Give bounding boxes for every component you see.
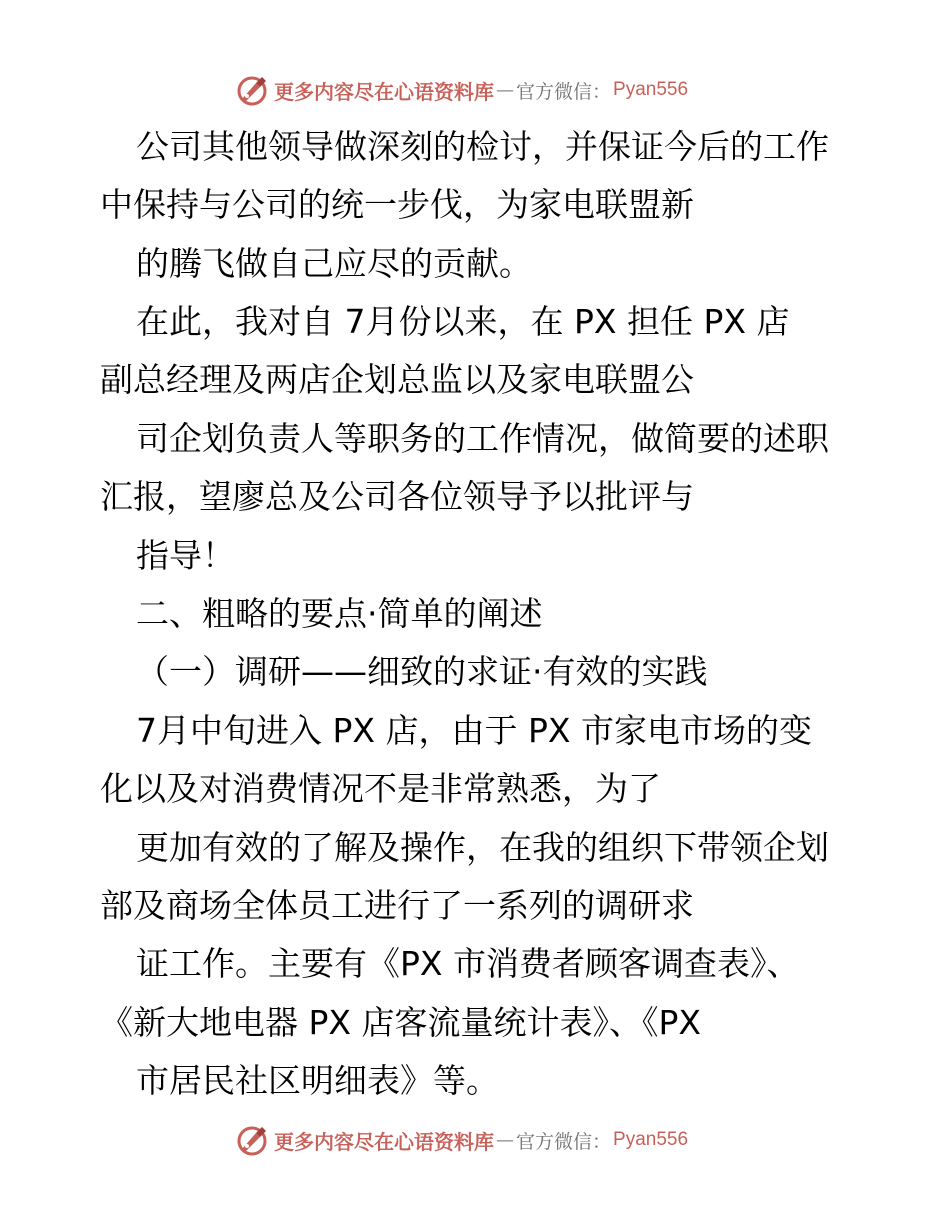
text-line: 市居民社区明细表》等。: [136, 1061, 499, 1100]
text-line: 副总经理及两店企划总监以及家电联盟公: [100, 360, 694, 399]
text-line: 汇报，望廖总及公司各位领导予以批评与: [100, 477, 694, 516]
text-line: 部及商场全体员工进行了一系列的调研求: [100, 886, 694, 925]
text-line: 7月中旬进入 PX 店，由于 PX 市家电市场的变: [136, 711, 812, 750]
watermark-brand: 更多内容尽在心语资料库: [274, 1129, 494, 1154]
watermark-account: Pyan556: [613, 79, 689, 100]
watermark-official-label: 官方微信：: [516, 1130, 612, 1153]
text-line: 指导！: [136, 536, 235, 575]
watermark-account: Pyan556: [613, 1129, 689, 1150]
watermark-official-label: 官方微信：: [516, 80, 612, 103]
text-line: 更加有效的了解及操作，在我的组织下带领企划: [136, 828, 829, 867]
text-line: 《新大地电器 PX 店客流量统计表》、《PX: [100, 1003, 701, 1042]
pen-logo-icon: [236, 1123, 270, 1157]
text-line: 证工作。主要有《PX 市消费者顾客调查表》、: [136, 944, 800, 983]
text-line: 中保持与公司的统一步伐，为家电联盟新: [100, 185, 694, 224]
watermark-separator: —: [496, 79, 514, 101]
text-line: 公司其他领导做深刻的检讨，并保证今后的工作: [136, 127, 829, 166]
subsection-heading: （一）调研——细致的求证·有效的实践: [136, 652, 708, 691]
watermark-separator: —: [496, 1129, 514, 1151]
text-line: 在此，我对自 7月份以来，在 PX 担任 PX 店: [136, 302, 790, 341]
text-line: 化以及对消费情况不是非常熟悉，为了: [100, 769, 661, 808]
text-line: 司企划负责人等职务的工作情况，做简要的述职: [136, 419, 829, 458]
section-heading: 二、粗略的要点·简单的阐述: [136, 594, 543, 633]
text-line: 的腾飞做自己应尽的贡献。: [136, 244, 532, 283]
footer-watermark: [236, 1122, 688, 1158]
pen-logo-icon: [236, 73, 270, 107]
watermark-brand: 更多内容尽在心语资料库: [274, 79, 494, 104]
header-watermark: [236, 72, 688, 108]
